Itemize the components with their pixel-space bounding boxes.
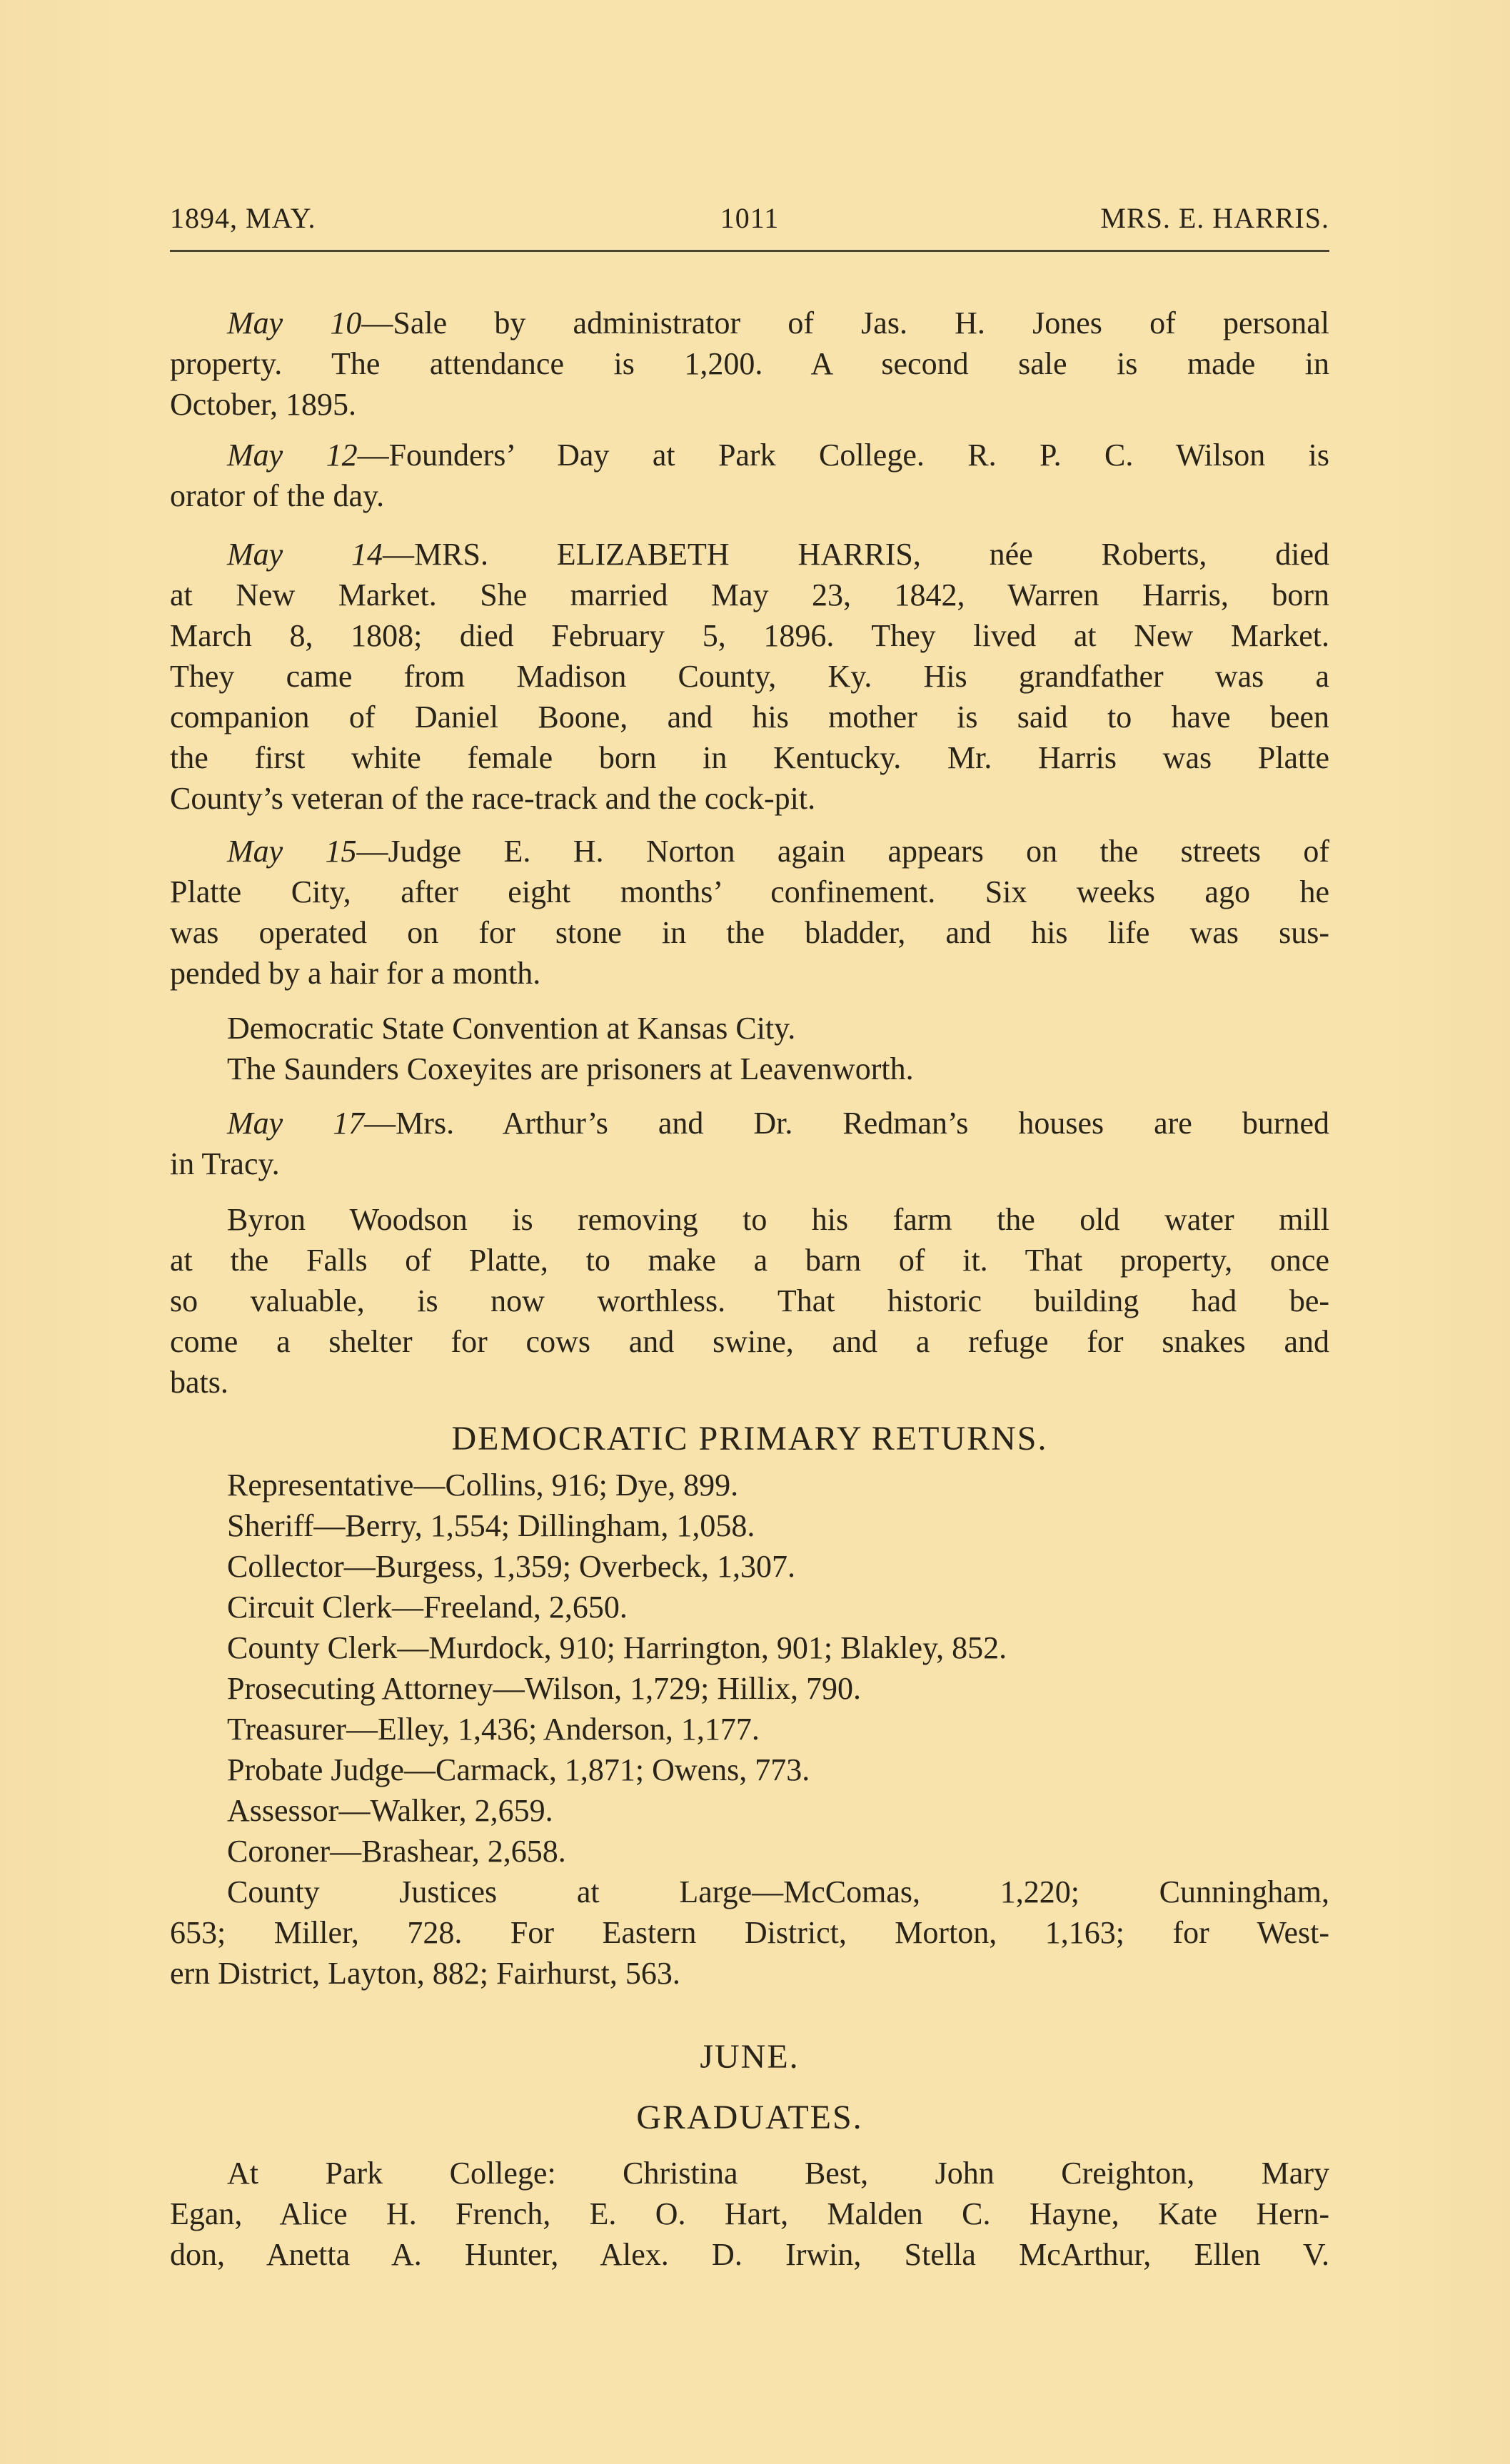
entry-woodson-line: Byron Woodson is removing to his farm the old water mill xyxy=(227,1202,1329,1237)
running-head-left: 1894, MAY. xyxy=(170,202,316,234)
entry-woodson-line: at the Falls of Platte, to make a barn of it. That property, once xyxy=(170,1243,1329,1278)
section-heading-primary-returns: DEMOCRATIC PRIMARY RETURNS. xyxy=(451,1420,1048,1458)
entry-may15-line: Platte City, after eight months’ confinement. Six weeks ago he xyxy=(170,874,1329,909)
entry-may10-line: October, 1895. xyxy=(170,387,356,422)
entry-woodson-line: come a shelter for cows and swine, and a refuge for snakes and xyxy=(170,1324,1329,1359)
entry-may10-line: property. The attendance is 1,200. A second sale is made in xyxy=(170,346,1329,381)
return-item: Representative—Collins, 916; Dye, 899. xyxy=(227,1468,739,1503)
running-head xyxy=(170,201,1329,241)
return-justices-line: ern District, Layton, 882; Fairhurst, 563. xyxy=(170,1956,680,1991)
entry-may15-line xyxy=(227,831,1329,872)
page-number: 1011 xyxy=(720,202,780,234)
entry-woodson-line: so valuable, is now worthless. That historic building had be- xyxy=(170,1283,1329,1318)
return-item: Coroner—Brashear, 2,658. xyxy=(227,1834,566,1869)
entry-may14-line: the first white female born in Kentucky. Mr. Harris was Platte xyxy=(170,740,1329,775)
return-justices-line: County Justices at Large—McComas, 1,220; Cunningham, xyxy=(227,1874,1329,1909)
entry-convention: Democratic State Convention at Kansas City. xyxy=(227,1011,796,1046)
return-item: Assessor—Walker, 2,659. xyxy=(227,1793,553,1828)
entry-may14-line xyxy=(227,534,1329,575)
return-item: Circuit Clerk—Freeland, 2,650. xyxy=(227,1590,628,1625)
return-item: Sheriff—Berry, 1,554; Dillingham, 1,058. xyxy=(227,1508,755,1543)
running-head-right: MRS. E. HARRIS. xyxy=(1100,202,1329,234)
entry-may12-line xyxy=(227,435,1329,475)
entry-may14-line: March 8, 1808; died February 5, 1896. They lived at New Market. xyxy=(170,618,1329,653)
entry-may15-line: pended by a hair for a month. xyxy=(170,956,541,991)
entry-may14-line: companion of Daniel Boone, and his mother is said to have been xyxy=(170,700,1329,734)
entry-may14-line: at New Market. She married May 23, 1842, Warren Harris, born xyxy=(170,577,1329,612)
entry-may14-line: They came from Madison County, Ky. His grandfather was a xyxy=(170,659,1329,694)
entry-may17-line xyxy=(227,1103,1329,1143)
return-item: Collector—Burgess, 1,359; Overbeck, 1,307. xyxy=(227,1549,795,1584)
return-item: Probate Judge—Carmack, 1,871; Owens, 773. xyxy=(227,1752,810,1787)
return-item: Prosecuting Attorney—Wilson, 1,729; Hillix, 790. xyxy=(227,1671,861,1706)
return-item: County Clerk—Murdock, 910; Harrington, 901; Blakley, 852. xyxy=(227,1630,1007,1665)
entry-date: May 17 xyxy=(227,1106,365,1141)
entry-date: May 10 xyxy=(227,306,362,340)
graduates-line: don, Anetta A. Hunter, Alex. D. Irwin, Stella McArthur, Ellen V. xyxy=(170,2237,1329,2272)
entry-may12-line: orator of the day. xyxy=(170,478,385,513)
entry-woodson-line: bats. xyxy=(170,1365,228,1400)
entry-text: —Sale by administrator of Jas. H. Jones of personal xyxy=(361,306,1329,340)
section-heading-june: JUNE. xyxy=(700,2038,800,2076)
entry-text: —Mrs. Arthur’s and Dr. Redman’s houses are burned xyxy=(364,1106,1329,1141)
graduates-line: At Park College: Christina Best, John Creighton, Mary xyxy=(227,2156,1329,2191)
section-heading-graduates: GRADUATES. xyxy=(636,2099,863,2136)
entry-date: May 14 xyxy=(227,537,383,572)
entry-may14-line: County’s veteran of the race-track and the cock-pit. xyxy=(170,781,816,816)
entry-may15-line: was operated on for stone in the bladder, and his life was sus- xyxy=(170,915,1329,950)
entry-may10-line xyxy=(227,303,1329,343)
entry-date: May 12 xyxy=(227,438,358,473)
entry-coxeyites: The Saunders Coxeyites are prisoners at Leavenworth. xyxy=(227,1051,914,1086)
entry-date: May 15 xyxy=(227,834,357,869)
entry-may17-line: in Tracy. xyxy=(170,1146,280,1181)
graduates-line: Egan, Alice H. French, E. O. Hart, Malden C. Hayne, Kate Hern- xyxy=(170,2196,1329,2231)
entry-text: —Founders’ Day at Park College. R. P. C. Wilson is xyxy=(357,438,1329,473)
return-justices-line: 653; Miller, 728. For Eastern District, Morton, 1,163; for West- xyxy=(170,1915,1329,1950)
header-rule xyxy=(170,250,1329,252)
entry-text: —MRS. ELIZABETH HARRIS, née Roberts, died xyxy=(383,537,1329,572)
entry-text: —Judge E. H. Norton again appears on the streets of xyxy=(356,834,1329,869)
return-item: Treasurer—Elley, 1,436; Anderson, 1,177. xyxy=(227,1712,760,1747)
